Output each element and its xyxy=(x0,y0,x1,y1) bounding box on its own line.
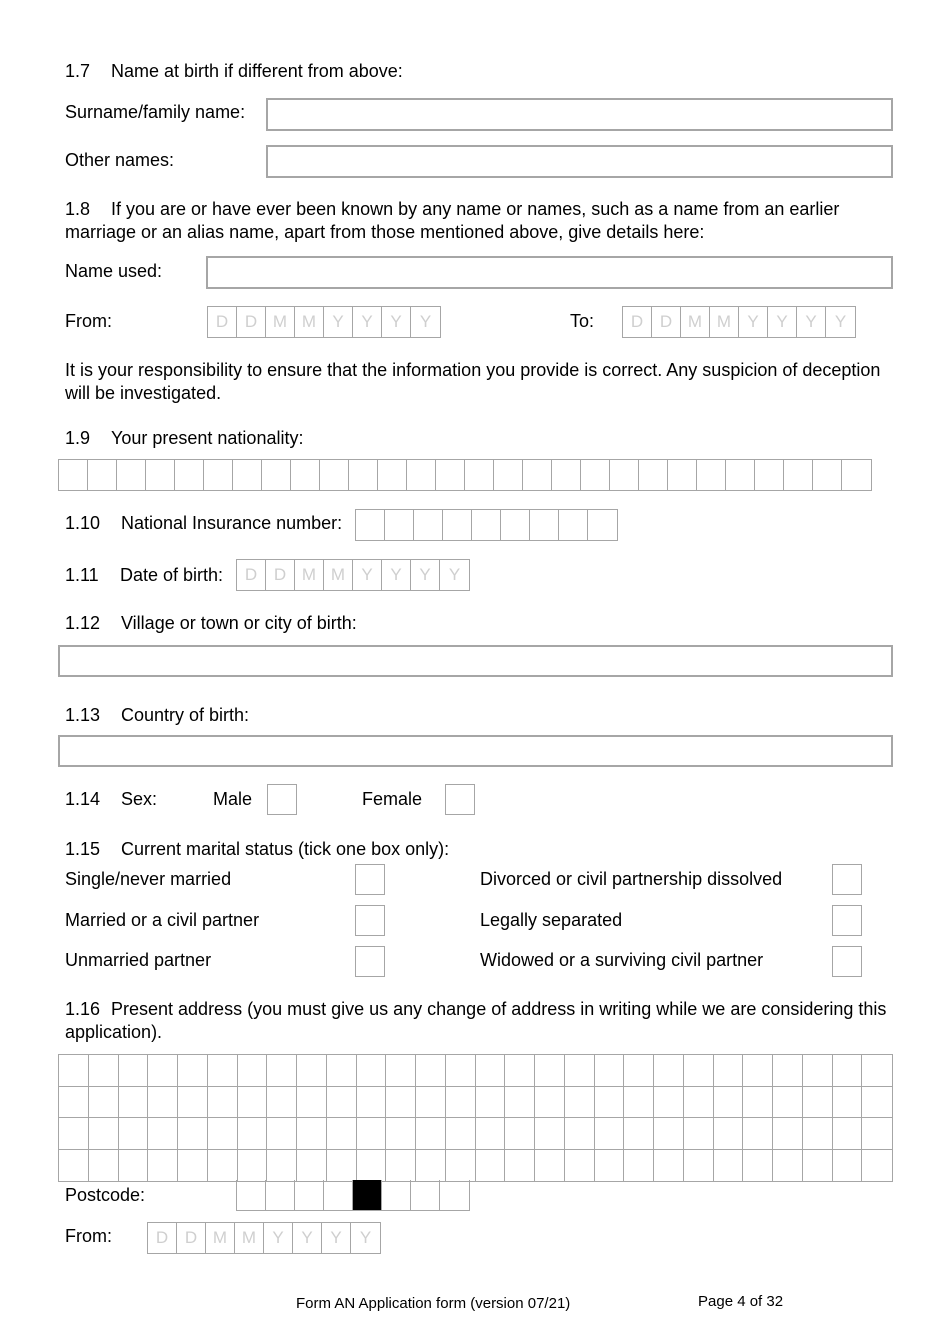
address-cell[interactable] xyxy=(743,1055,773,1087)
char-cell[interactable] xyxy=(88,460,117,490)
to-date-field[interactable] xyxy=(622,306,856,338)
address-cell[interactable] xyxy=(476,1055,506,1087)
char-cell[interactable] xyxy=(523,460,552,490)
address-cell[interactable] xyxy=(327,1118,357,1150)
ni-number-field[interactable] xyxy=(355,509,618,541)
unmarried-label: Unmarried partner xyxy=(65,950,212,970)
postcode-field[interactable] xyxy=(236,1180,470,1211)
address-cell[interactable] xyxy=(89,1118,119,1150)
date-cell[interactable]: M xyxy=(206,1223,235,1253)
married-checkbox[interactable] xyxy=(355,905,385,936)
q1-9-heading xyxy=(65,427,303,449)
char-cell[interactable] xyxy=(233,460,262,490)
char-cell[interactable] xyxy=(414,510,443,540)
address-cell[interactable] xyxy=(178,1055,208,1087)
date-cell[interactable]: D xyxy=(623,307,652,337)
date-cell[interactable]: Y xyxy=(797,307,826,337)
address-cell[interactable] xyxy=(773,1055,803,1087)
female-label: Female xyxy=(362,789,423,809)
address-cell[interactable] xyxy=(862,1150,892,1182)
other-names-label: Other names: xyxy=(65,150,175,170)
date-cell[interactable]: M xyxy=(710,307,739,337)
address-cell[interactable] xyxy=(178,1087,208,1119)
q1-12-number: 1.12 xyxy=(65,613,101,633)
address-cell[interactable] xyxy=(119,1055,149,1087)
address-cell[interactable] xyxy=(684,1055,714,1087)
date-cell[interactable]: D xyxy=(237,307,266,337)
address-grid[interactable] xyxy=(58,1054,893,1182)
date-cell[interactable]: Y xyxy=(322,1223,351,1253)
char-cell[interactable] xyxy=(588,510,617,540)
address-cell[interactable] xyxy=(862,1087,892,1119)
to-label: To: xyxy=(570,311,595,331)
nationality-field[interactable] xyxy=(58,459,872,491)
address-cell[interactable] xyxy=(654,1118,684,1150)
address-cell[interactable] xyxy=(595,1055,625,1087)
address-cell[interactable] xyxy=(357,1055,387,1087)
address-cell[interactable] xyxy=(714,1087,744,1119)
address-cell[interactable] xyxy=(743,1118,773,1150)
date-cell[interactable]: D xyxy=(208,307,237,337)
q1-11-number: 1.11 xyxy=(65,565,99,585)
date-cell[interactable]: Y xyxy=(293,1223,322,1253)
address-cell[interactable] xyxy=(714,1118,744,1150)
address-cell[interactable] xyxy=(565,1118,595,1150)
char-cell[interactable] xyxy=(59,460,88,490)
address-cell[interactable] xyxy=(297,1055,327,1087)
address-cell[interactable] xyxy=(267,1118,297,1150)
q1-15-label: Current marital status (tick one box only): xyxy=(121,839,450,859)
address-cell[interactable] xyxy=(565,1087,595,1119)
address-cell[interactable] xyxy=(505,1087,535,1119)
char-cell[interactable] xyxy=(472,510,501,540)
address-cell[interactable] xyxy=(238,1055,268,1087)
char-cell[interactable] xyxy=(378,460,407,490)
address-cell[interactable] xyxy=(178,1150,208,1182)
address-cell[interactable] xyxy=(654,1150,684,1182)
address-cell[interactable] xyxy=(743,1150,773,1182)
q1-13-label: Country of birth: xyxy=(121,705,250,725)
address-cell[interactable] xyxy=(208,1055,238,1087)
char-cell[interactable] xyxy=(291,460,320,490)
date-cell[interactable]: M xyxy=(295,307,324,337)
q1-14-number: 1.14 xyxy=(65,789,101,809)
q1-11-heading xyxy=(65,564,223,586)
q1-12-heading xyxy=(65,612,357,634)
surname-field[interactable] xyxy=(266,98,893,131)
date-cell[interactable]: Y xyxy=(834,312,847,331)
date-cell[interactable]: M xyxy=(324,560,353,590)
address-cell[interactable] xyxy=(119,1118,149,1150)
address-cell[interactable] xyxy=(89,1055,119,1087)
char-cell[interactable] xyxy=(117,460,146,490)
char-cell[interactable] xyxy=(382,1180,411,1210)
date-cell[interactable]: Y xyxy=(264,1223,293,1253)
address-cell[interactable] xyxy=(803,1118,833,1150)
q1-11-label: Date of birth: xyxy=(120,565,224,585)
male-checkbox[interactable] xyxy=(267,784,297,815)
address-cell[interactable] xyxy=(476,1087,506,1119)
single-checkbox[interactable] xyxy=(355,864,385,895)
address-cell[interactable] xyxy=(565,1150,595,1182)
char-cell[interactable] xyxy=(784,460,813,490)
address-cell[interactable] xyxy=(505,1118,535,1150)
date-cell[interactable]: Y xyxy=(419,312,432,331)
address-cell[interactable] xyxy=(148,1150,178,1182)
char-cell[interactable] xyxy=(353,1180,382,1210)
char-cell[interactable] xyxy=(610,460,639,490)
address-cell[interactable] xyxy=(654,1087,684,1119)
char-cell[interactable] xyxy=(552,460,581,490)
char-cell[interactable] xyxy=(813,460,842,490)
date-cell[interactable]: Y xyxy=(359,1228,372,1247)
char-cell[interactable] xyxy=(581,460,610,490)
address-cell[interactable] xyxy=(773,1087,803,1119)
char-cell[interactable] xyxy=(175,460,204,490)
date-cell[interactable]: M xyxy=(295,560,324,590)
q1-15-number: 1.15 xyxy=(65,839,101,859)
char-cell[interactable] xyxy=(146,460,175,490)
q1-8-heading xyxy=(65,198,895,244)
date-cell[interactable]: D xyxy=(148,1223,177,1253)
q1-9-number: 1.9 xyxy=(65,428,91,448)
other-names-field[interactable] xyxy=(266,145,893,178)
address-cell[interactable] xyxy=(416,1087,446,1119)
address-cell[interactable] xyxy=(297,1087,327,1119)
date-cell[interactable]: Y xyxy=(382,307,411,337)
char-cell[interactable] xyxy=(755,460,784,490)
char-cell[interactable] xyxy=(465,460,494,490)
address-cell[interactable] xyxy=(208,1150,238,1182)
address-cell[interactable] xyxy=(476,1150,506,1182)
address-cell[interactable] xyxy=(595,1087,625,1119)
address-cell[interactable] xyxy=(565,1055,595,1087)
address-cell[interactable] xyxy=(416,1118,446,1150)
address-cell[interactable] xyxy=(267,1150,297,1182)
address-cell[interactable] xyxy=(624,1055,654,1087)
q1-16-text: Present address (you must give us any change of address in writing while we are considering this application). xyxy=(65,999,887,1042)
char-cell[interactable] xyxy=(501,510,530,540)
address-cell[interactable] xyxy=(357,1087,387,1119)
single-label: Single/never married xyxy=(65,869,232,889)
surname-label: Surname/family name: xyxy=(65,102,246,122)
q1-9-label: Your present nationality: xyxy=(111,428,304,448)
char-cell[interactable] xyxy=(697,460,726,490)
char-cell[interactable] xyxy=(639,460,668,490)
address-cell[interactable] xyxy=(59,1087,89,1119)
address-cell[interactable] xyxy=(59,1118,89,1150)
address-cell[interactable] xyxy=(208,1118,238,1150)
birth-country-field[interactable] xyxy=(58,735,893,767)
address-cell[interactable] xyxy=(59,1150,89,1182)
char-cell[interactable] xyxy=(407,460,436,490)
address-cell[interactable] xyxy=(148,1055,178,1087)
char-cell[interactable] xyxy=(320,460,349,490)
address-cell[interactable] xyxy=(446,1055,476,1087)
char-cell[interactable] xyxy=(385,510,414,540)
address-cell[interactable] xyxy=(833,1150,863,1182)
address-cell[interactable] xyxy=(862,1055,892,1087)
char-cell[interactable] xyxy=(842,460,871,490)
char-cell[interactable] xyxy=(295,1180,324,1210)
address-cell[interactable] xyxy=(862,1118,892,1150)
address-from-label: From: xyxy=(65,1226,112,1246)
address-cell[interactable] xyxy=(267,1055,297,1087)
date-cell[interactable]: Y xyxy=(353,560,382,590)
address-cell[interactable] xyxy=(535,1118,565,1150)
address-cell[interactable] xyxy=(505,1150,535,1182)
address-cell[interactable] xyxy=(238,1087,268,1119)
q1-10-label: National Insurance number: xyxy=(121,513,343,533)
address-cell[interactable] xyxy=(624,1087,654,1119)
unmarried-checkbox[interactable] xyxy=(355,946,385,977)
date-cell[interactable]: Y xyxy=(382,560,411,590)
address-cell[interactable] xyxy=(743,1087,773,1119)
q1-16-heading xyxy=(65,998,895,1044)
char-cell[interactable] xyxy=(204,460,233,490)
birth-place-field[interactable] xyxy=(58,645,893,677)
q1-14-label: Sex: xyxy=(121,789,158,809)
address-cell[interactable] xyxy=(327,1087,357,1119)
char-cell[interactable] xyxy=(237,1180,266,1210)
address-cell[interactable] xyxy=(446,1087,476,1119)
address-cell[interactable] xyxy=(208,1087,238,1119)
q1-7-label: Name at birth if different from above: xyxy=(111,61,403,81)
char-cell[interactable] xyxy=(559,510,588,540)
address-cell[interactable] xyxy=(119,1150,149,1182)
from-date-field[interactable] xyxy=(207,306,441,338)
char-cell[interactable] xyxy=(356,510,385,540)
q1-15-heading xyxy=(65,838,449,860)
char-cell[interactable] xyxy=(440,1180,469,1210)
address-cell[interactable] xyxy=(297,1118,327,1150)
date-cell[interactable]: M xyxy=(681,307,710,337)
q1-10-number: 1.10 xyxy=(65,513,101,533)
address-cell[interactable] xyxy=(357,1150,387,1182)
char-cell[interactable] xyxy=(262,460,291,490)
address-cell[interactable] xyxy=(595,1118,625,1150)
female-checkbox[interactable] xyxy=(445,784,475,815)
date-cell[interactable]: Y xyxy=(448,565,461,584)
widowed-checkbox[interactable] xyxy=(832,946,862,977)
address-cell[interactable] xyxy=(327,1055,357,1087)
from-label: From: xyxy=(65,311,112,331)
q1-8-number: 1.8 xyxy=(65,199,91,219)
char-cell[interactable] xyxy=(411,1180,440,1210)
address-cell[interactable] xyxy=(803,1150,833,1182)
address-cell[interactable] xyxy=(148,1087,178,1119)
address-cell[interactable] xyxy=(624,1118,654,1150)
date-cell[interactable]: Y xyxy=(768,307,797,337)
q1-12-label: Village or town or city of birth: xyxy=(121,613,357,633)
address-cell[interactable] xyxy=(595,1150,625,1182)
postcode-label: Postcode: xyxy=(65,1185,146,1205)
q1-16-number: 1.16 xyxy=(65,999,101,1019)
footer-form-title: Form AN Application form (version 07/21) xyxy=(296,1295,571,1312)
address-cell[interactable] xyxy=(505,1055,535,1087)
widowed-label: Widowed or a surviving civil partner xyxy=(480,950,764,970)
address-from-date-field[interactable] xyxy=(147,1222,381,1254)
married-label: Married or a civil partner xyxy=(65,910,260,930)
address-cell[interactable] xyxy=(238,1150,268,1182)
address-cell[interactable] xyxy=(714,1055,744,1087)
divorced-label: Divorced or civil partnership dissolved xyxy=(480,869,783,889)
address-cell[interactable] xyxy=(119,1087,149,1119)
address-cell[interactable] xyxy=(773,1118,803,1150)
address-cell[interactable] xyxy=(654,1055,684,1087)
address-cell[interactable] xyxy=(386,1087,416,1119)
address-cell[interactable] xyxy=(386,1150,416,1182)
address-cell[interactable] xyxy=(833,1118,863,1150)
q1-7-heading xyxy=(65,60,403,82)
address-cell[interactable] xyxy=(714,1150,744,1182)
name-used-label: Name used: xyxy=(65,261,163,281)
address-cell[interactable] xyxy=(684,1118,714,1150)
date-cell[interactable]: Y xyxy=(353,307,382,337)
char-cell[interactable] xyxy=(349,460,378,490)
date-cell[interactable]: D xyxy=(177,1223,206,1253)
address-cell[interactable] xyxy=(446,1118,476,1150)
date-cell[interactable]: D xyxy=(266,560,295,590)
q1-10-heading xyxy=(65,512,342,534)
q1-14-heading xyxy=(65,788,157,810)
address-cell[interactable] xyxy=(476,1118,506,1150)
footer-page-number: Page 4 of 32 xyxy=(698,1293,784,1310)
address-cell[interactable] xyxy=(297,1150,327,1182)
address-cell[interactable] xyxy=(535,1087,565,1119)
address-cell[interactable] xyxy=(446,1150,476,1182)
date-cell[interactable]: M xyxy=(266,307,295,337)
address-cell[interactable] xyxy=(327,1150,357,1182)
date-cell[interactable]: Y xyxy=(739,307,768,337)
address-cell[interactable] xyxy=(148,1118,178,1150)
address-cell[interactable] xyxy=(238,1118,268,1150)
date-cell[interactable]: M xyxy=(235,1223,264,1253)
address-cell[interactable] xyxy=(89,1087,119,1119)
separated-checkbox[interactable] xyxy=(832,905,862,936)
address-cell[interactable] xyxy=(357,1118,387,1150)
char-cell[interactable] xyxy=(668,460,697,490)
date-cell[interactable]: D xyxy=(652,307,681,337)
date-cell[interactable]: Y xyxy=(324,307,353,337)
address-cell[interactable] xyxy=(416,1055,446,1087)
date-cell[interactable]: Y xyxy=(411,560,440,590)
responsibility-note: It is your responsibility to ensure that the information you provide is correct. Any suspicion of deception will be investigated. xyxy=(65,360,881,403)
address-cell[interactable] xyxy=(178,1118,208,1150)
name-used-field[interactable] xyxy=(206,256,893,289)
address-cell[interactable] xyxy=(386,1055,416,1087)
q1-8-text: If you are or have ever been known by any name or names, such as a name from an earlier marriage or an alias name, apart from those mentioned above, give details here: xyxy=(65,199,840,242)
separated-label: Legally separated xyxy=(480,910,623,930)
q1-13-heading xyxy=(65,704,249,726)
date-cell[interactable]: D xyxy=(237,560,266,590)
char-cell[interactable] xyxy=(530,510,559,540)
address-cell[interactable] xyxy=(684,1150,714,1182)
divorced-checkbox[interactable] xyxy=(832,864,862,895)
char-cell[interactable] xyxy=(324,1180,353,1210)
address-cell[interactable] xyxy=(89,1150,119,1182)
char-cell[interactable] xyxy=(266,1180,295,1210)
address-cell[interactable] xyxy=(386,1118,416,1150)
address-cell[interactable] xyxy=(803,1087,833,1119)
q1-13-number: 1.13 xyxy=(65,705,101,725)
address-cell[interactable] xyxy=(416,1150,446,1182)
char-cell[interactable] xyxy=(726,460,755,490)
char-cell[interactable] xyxy=(443,510,472,540)
address-cell[interactable] xyxy=(833,1087,863,1119)
address-cell[interactable] xyxy=(267,1087,297,1119)
address-cell[interactable] xyxy=(535,1150,565,1182)
address-cell[interactable] xyxy=(833,1055,863,1087)
address-cell[interactable] xyxy=(773,1150,803,1182)
address-cell[interactable] xyxy=(59,1055,89,1087)
char-cell[interactable] xyxy=(494,460,523,490)
q1-7-number: 1.7 xyxy=(65,61,91,81)
male-label: Male xyxy=(213,789,253,809)
address-cell[interactable] xyxy=(803,1055,833,1087)
dob-field[interactable] xyxy=(236,559,470,591)
address-cell[interactable] xyxy=(535,1055,565,1087)
char-cell[interactable] xyxy=(436,460,465,490)
address-cell[interactable] xyxy=(684,1087,714,1119)
address-cell[interactable] xyxy=(624,1150,654,1182)
